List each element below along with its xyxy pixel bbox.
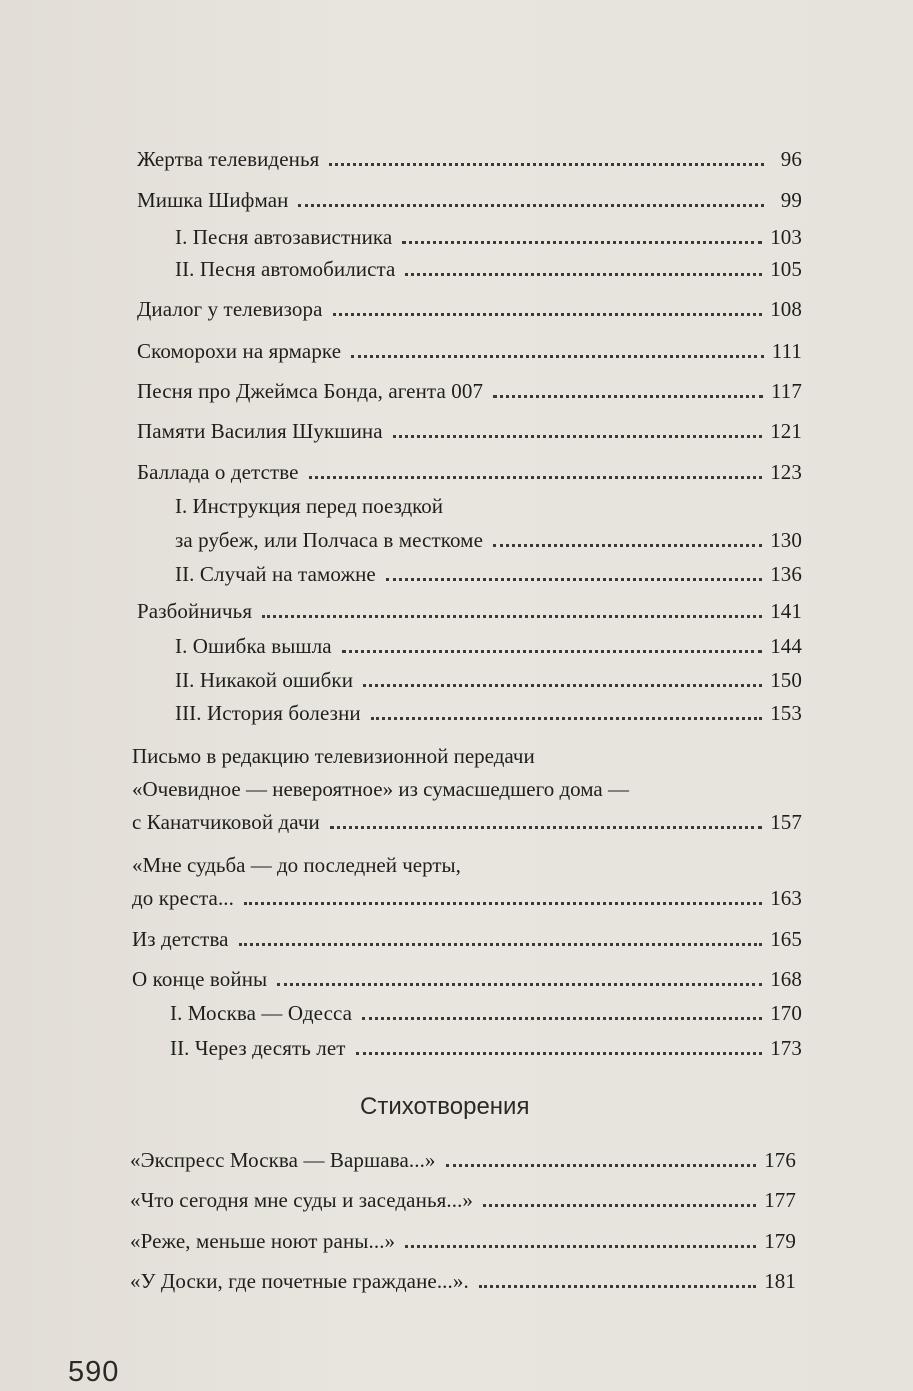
dot-leader: [493, 544, 762, 547]
dot-leader: [363, 684, 762, 687]
toc-entry-page: 168: [770, 967, 802, 991]
toc-entry-page: 103: [770, 225, 802, 249]
toc-entry-page: 170: [770, 1001, 802, 1025]
toc-entry-title-line: Письмо в редакцию телевизионной передачи: [132, 744, 535, 768]
toc-entry: [137, 418, 802, 444]
toc-entry-page: 130: [770, 528, 802, 552]
toc-entry: [130, 1147, 796, 1173]
dot-leader: [493, 395, 763, 398]
toc-entry: [137, 598, 802, 624]
toc-entry: [175, 224, 802, 250]
toc-entry: [170, 1035, 802, 1061]
dot-leader: [362, 1017, 762, 1020]
toc-entry-title: с Канатчиковой дачи: [132, 810, 320, 834]
toc-entry: [130, 1187, 796, 1213]
toc-entry-page: 141: [770, 599, 802, 623]
toc-entry-title: Диалог у телевизора: [137, 297, 323, 321]
dot-leader: [479, 1285, 756, 1288]
dot-leader: [405, 273, 762, 276]
toc-entry-title: I. Москва — Одесса: [170, 1001, 353, 1025]
toc-entry-page: 165: [770, 927, 802, 951]
toc-entry-title-line: «Мне судьба — до последней черты,: [132, 853, 461, 877]
toc-entry-page: 105: [770, 257, 802, 281]
dot-leader: [483, 1204, 756, 1207]
dot-leader: [333, 313, 763, 316]
page-number: 590: [68, 1356, 120, 1388]
toc-entry-page: 181: [764, 1269, 796, 1293]
toc-entry-page: 99: [780, 188, 802, 212]
toc-entry: [175, 561, 802, 587]
toc-entry: [137, 146, 802, 172]
toc-entry-page: 176: [764, 1148, 796, 1172]
toc-entry-title: «Что сегодня мне суды и заседанья...»: [130, 1188, 474, 1212]
toc-entry: [132, 926, 802, 952]
toc-entry-title: Разбойничья: [137, 599, 253, 623]
toc-entry-title: за рубеж, или Полчаса в месткоме: [175, 528, 483, 552]
toc-entry-title: II. Случай на таможне: [175, 562, 376, 586]
dot-leader: [298, 204, 764, 207]
toc-entry-page: 117: [770, 379, 802, 403]
toc-entry-title: до креста...: [132, 886, 235, 910]
toc-entry: [137, 296, 802, 322]
toc-entry-title: «У Доски, где почетные граждане...».: [130, 1269, 469, 1293]
toc-entry: [137, 338, 802, 364]
toc-entry-first-line: [132, 852, 461, 878]
toc-entry-title: Песня про Джеймса Бонда, агента 007: [137, 379, 484, 403]
toc-entry-title: I. Песня автозавистника: [175, 225, 393, 249]
toc-entry: [137, 187, 802, 213]
dot-leader: [239, 943, 763, 946]
toc-entry: [132, 809, 802, 835]
toc-entry-title: II. Никакой ошибки: [175, 668, 354, 692]
toc-entry-first-line: [175, 493, 443, 519]
toc-entry: [132, 885, 802, 911]
dot-leader: [446, 1164, 757, 1167]
toc-entry-page: 177: [764, 1188, 796, 1212]
toc-entry-page: 179: [764, 1229, 796, 1253]
dot-leader: [309, 476, 763, 479]
toc-entry: [130, 1268, 796, 1294]
dot-leader: [405, 1245, 756, 1248]
dot-leader: [402, 241, 762, 244]
dot-leader: [277, 983, 762, 986]
toc-entry-title: II. Песня автомобилиста: [175, 257, 396, 281]
toc-entry-title: Мишка Шифман: [137, 188, 289, 212]
toc-entry-title: О конце войны: [132, 967, 268, 991]
dot-leader: [330, 826, 762, 829]
toc-entry-title-line: «Очевидное — невероятное» из сумасшедшего дома —: [132, 777, 629, 801]
toc-entry-page: 108: [770, 297, 802, 321]
toc-entry-title: «Реже, меньше ноют раны...»: [130, 1229, 396, 1253]
toc-entry-title: III. История болезни: [175, 701, 361, 725]
dot-leader: [244, 902, 762, 905]
toc-entry-page: 153: [770, 701, 802, 725]
dot-leader: [342, 650, 762, 653]
toc-entry-page: 136: [770, 562, 802, 586]
toc-entry-title: Скоморохи на ярмарке: [137, 339, 342, 363]
toc-entry-title: Из детства: [132, 927, 229, 951]
toc-entry-page: 163: [770, 886, 802, 910]
toc-entry-first-line: [132, 743, 535, 769]
toc-entry: [175, 527, 802, 553]
dot-leader: [262, 615, 762, 618]
toc-entry-page: 96: [780, 147, 802, 171]
toc-entry-second-line: [132, 776, 629, 802]
dot-leader: [351, 355, 764, 358]
dot-leader: [329, 163, 764, 166]
toc-entry-title-line: I. Инструкция перед поездкой: [175, 494, 444, 518]
toc-entry-page: 150: [770, 668, 802, 692]
toc-entry-title: Баллада о детстве: [137, 460, 299, 484]
toc-entry-page: 121: [770, 419, 802, 443]
toc-entry-title: II. Через десять лет: [170, 1036, 346, 1060]
toc-entry: [137, 459, 802, 485]
toc-entry: [170, 1000, 802, 1026]
dot-leader: [393, 435, 763, 438]
dot-leader: [356, 1052, 763, 1055]
toc-entry-page: 111: [771, 339, 802, 363]
toc-entry-page: 144: [770, 634, 802, 658]
toc-entry-page: 123: [770, 460, 802, 484]
toc-entry: [137, 378, 802, 404]
toc-entry-title: Памяти Василия Шукшина: [137, 419, 383, 443]
dot-leader: [371, 717, 762, 720]
toc-entry-title: I. Ошибка вышла: [175, 634, 332, 658]
toc-entry-title: Жертва телевиденья: [137, 147, 320, 171]
toc-entry-title: «Экспресс Москва — Варшава...»: [130, 1148, 436, 1172]
toc-entry: [132, 966, 802, 992]
dot-leader: [386, 578, 762, 581]
toc-entry: [175, 667, 802, 693]
toc-entry: [175, 256, 802, 282]
toc-entry: [175, 633, 802, 659]
toc-entry-page: 157: [770, 810, 802, 834]
toc-entry-page: 173: [770, 1036, 802, 1060]
toc-entry: [175, 700, 802, 726]
toc-entry: [130, 1228, 796, 1254]
section-heading: Стихотворения: [360, 1093, 530, 1120]
